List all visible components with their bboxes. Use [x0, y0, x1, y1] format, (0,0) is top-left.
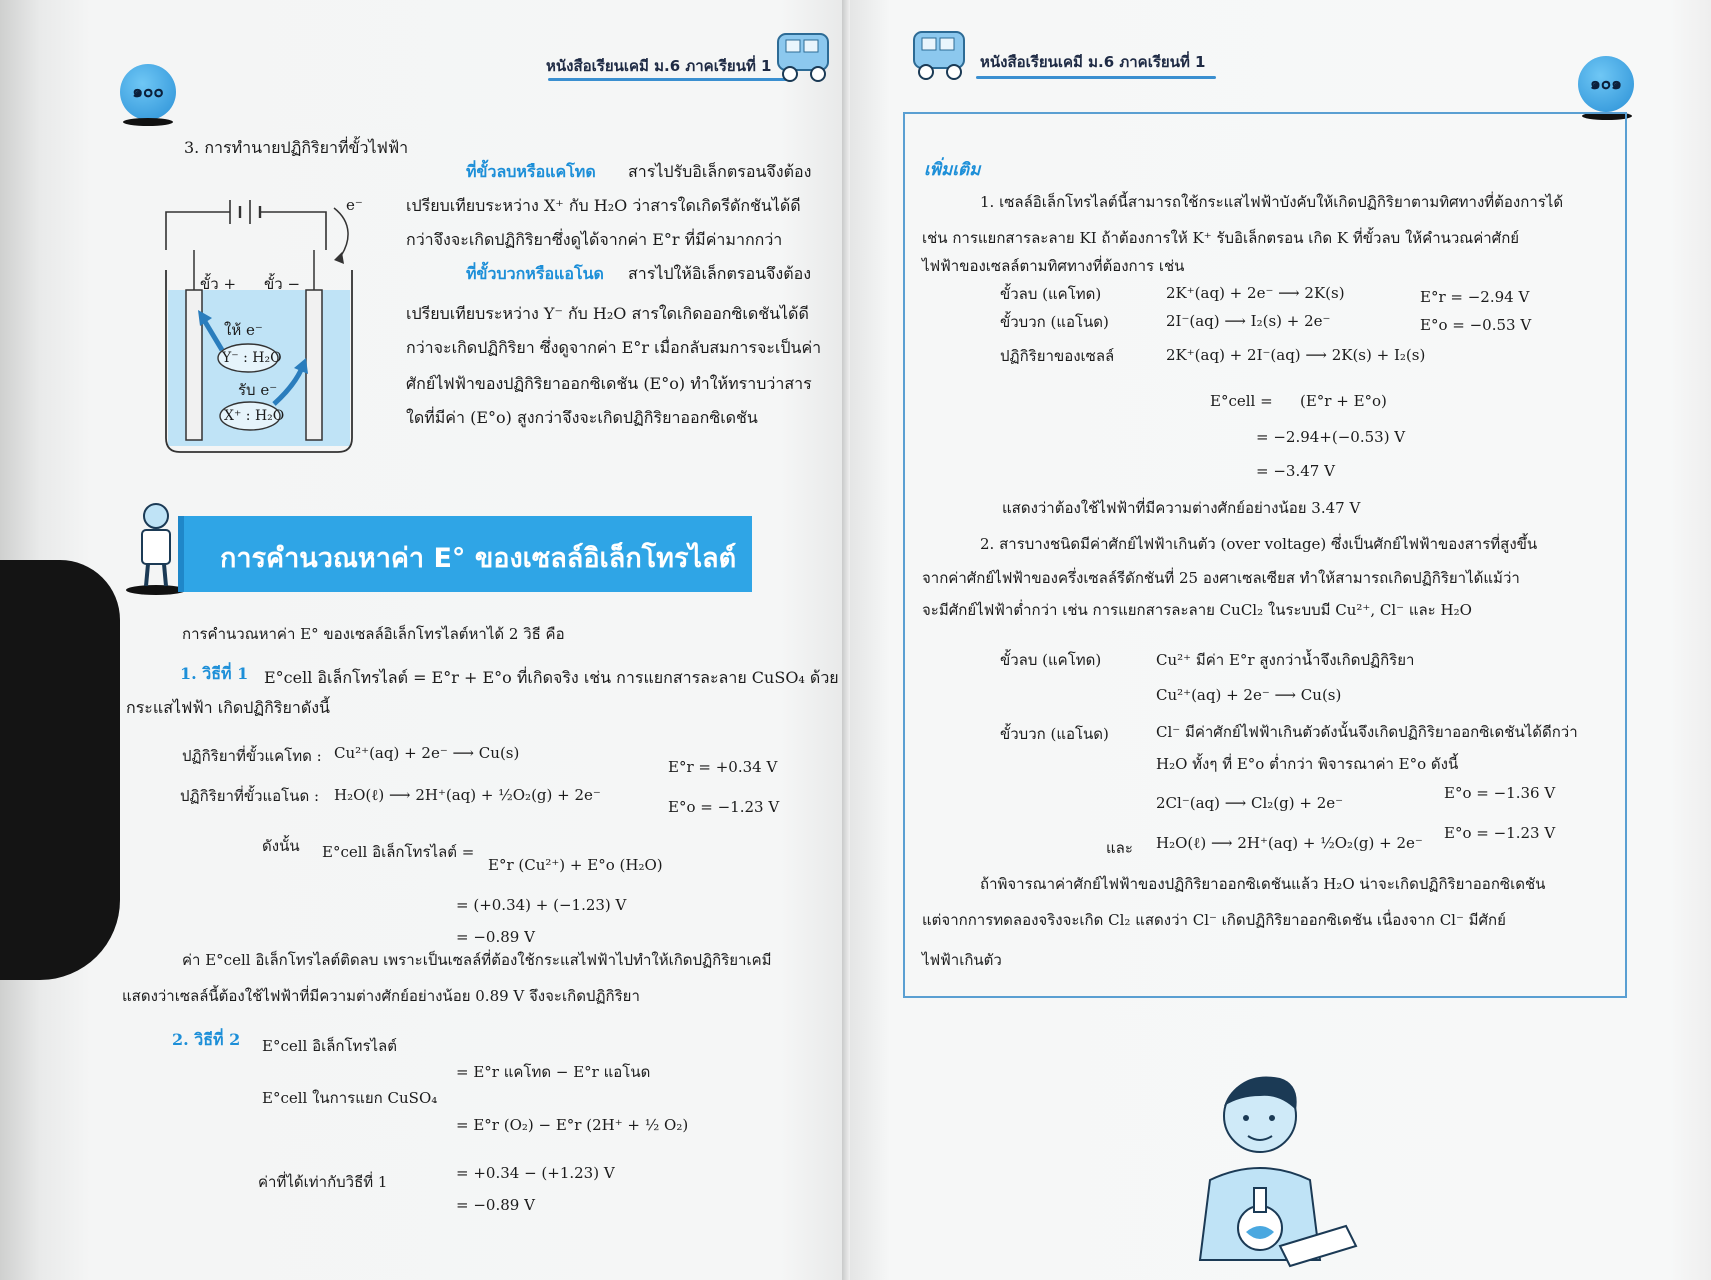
calc1-lhs: E°cell อิเล็กโทรไลต์ =	[322, 843, 475, 861]
ki-cell-rxn: 2K⁺(aq) + 2I⁻(aq) ⟶ 2K(s) + I₂(s)	[1166, 346, 1426, 364]
p2-line3: จะมีศักย์ไฟฟ้าต่ำกว่า เช่น การแยกสารละลาย CuCl₂ ในระบบมี Cu²⁺, Cl⁻ และ H₂O	[922, 601, 1472, 619]
anode-text-line4: ศักย์ไฟฟ้าของปฏิกิริยาออกซิเดชัน (E°o) ทำให้ทราบว่าสาร	[406, 374, 812, 393]
ki-anode-rxn: 2I⁻(aq) ⟶ I₂(s) + 2e⁻	[1166, 312, 1331, 330]
cl-rxn: 2Cl⁻(aq) ⟶ Cl₂(g) + 2e⁻	[1156, 794, 1344, 812]
anode-text-line5: ใดที่มีค่า (E°o) สูงกว่าจึงจะเกิดปฏิกิริยาออกซิเดชัน	[406, 408, 758, 427]
cuso4-lhs: E°cell ในการแยก CuSO₄	[262, 1089, 438, 1107]
calc1-r2: = (+0.34) + (−1.23) V	[456, 896, 627, 914]
negative-note-line1: ค่า E°cell อิเล็กโทรไลต์ติดลบ เพราะเป็นเซลล์ที่ต้องใช้กระแสไฟฟ้าไปทำให้เกิดปฏิกิริยาเคมี	[182, 951, 772, 969]
cathode-rxn: Cu²⁺(aq) + 2e⁻ ⟶ Cu(s)	[334, 744, 520, 762]
p1-line2: เช่น การแยกสารละลาย KI ถ้าต้องการให้ K⁺ รับอิเล็กตรอน เกิด K ที่ขั้วลบ ให้คำนวณค่าศักย์	[922, 229, 1520, 247]
anode-text-line3: กว่าจะเกิดปฏิกิริยา ซึ่งดูจากค่า E°r เมื่อกลับสมการจะเป็นค่า	[406, 338, 822, 357]
negative-note-line2: แสดงว่าเซลล์นี้ต้องใช้ไฟฟ้าที่มีความต่างศักย์อย่างน้อย 0.89 V จึงจะเกิดปฏิกิริยา	[122, 987, 640, 1005]
cu-cathode-text: Cu²⁺ มีค่า E°r สูงกว่าน้ำจึงเกิดปฏิกิริยา	[1156, 651, 1415, 669]
cathode-text-line3: กว่าจึงจะเกิดปฏิกิริยาซึ่งดูได้จากค่า E°r ที่มีค่ามากกว่า	[406, 230, 783, 249]
ki-cathode-label: ขั้วลบ (แคโทด)	[1000, 285, 1102, 303]
diagram-electron-label: e⁻	[346, 196, 363, 214]
left-header-rule	[548, 78, 788, 81]
p3-line3: ไฟฟ้าเกินตัว	[922, 951, 1002, 969]
ki-cathode-rxn: 2K⁺(aq) + 2e⁻ ⟶ 2K(s)	[1166, 284, 1345, 302]
method2-label: 2. วิธีที่ 2	[172, 1030, 241, 1049]
diagram-y-h2o: Y⁻ : H₂O	[222, 350, 282, 366]
ki-cell-label: ปฏิกิริยาของเซลล์	[1000, 347, 1115, 365]
cuso4-r1: = E°r (O₂) − E°r (2H⁺ + ½ O₂)	[456, 1116, 689, 1134]
banner-title: การคำนวณหาค่า E° ของเซลล์อิเล็กโทรไลต์	[220, 543, 737, 574]
cathode-potential: E°r = +0.34 V	[668, 758, 778, 776]
anode-text-line2: เปรียบเทียบระหว่าง Y⁻ กับ H₂O สารใดเกิดออกซิเดชันได้ดี	[406, 304, 809, 323]
bus-mascot-icon	[770, 24, 842, 88]
right-header: หนังสือเรียนเคมี ม.6 ภาคเรียนที่ 1	[980, 53, 1206, 71]
calc1-r3: = −0.89 V	[456, 928, 535, 946]
p3-line2: แต่จากการทดลองจริงจะเกิด Cl₂ แสดงว่า Cl⁻ เกิดปฏิกิริยาออกซิเดชัน เนื่องจาก Cl⁻ มีศักย์	[922, 911, 1506, 929]
cu-cathode-rxn: Cu²⁺(aq) + 2e⁻ ⟶ Cu(s)	[1156, 686, 1342, 704]
h2o-rxn: H₂O(ℓ) ⟶ 2H⁺(aq) + ½O₂(g) + 2e⁻	[1156, 834, 1423, 852]
diagram-x-h2o: X⁺ : H₂O	[224, 408, 285, 424]
same-as-method1-label: ค่าที่ได้เท่ากับวิธีที่ 1	[258, 1173, 388, 1191]
intro-text: การคำนวณหาค่า E° ของเซลล์อิเล็กโทรไลต์หาได้ 2 วิธี คือ	[182, 625, 565, 643]
ki-calc-r2: = −2.94+(−0.53) V	[1256, 428, 1406, 446]
left-page-number-shadow	[123, 118, 173, 126]
ki-conclusion: แสดงว่าต้องใช้ไฟฟ้าที่มีความต่างศักย์อย่างน้อย 3.47 V	[1002, 499, 1361, 517]
ki-calc-r3: = −3.47 V	[1256, 462, 1335, 480]
cu-anode-label: ขั้วบวก (แอโนด)	[1000, 725, 1109, 743]
section-banner	[178, 516, 752, 592]
cathode-heading: ที่ขั้วลบหรือแคโทด	[466, 162, 596, 181]
left-page	[0, 0, 850, 1280]
and-label: และ	[1106, 839, 1133, 857]
p2-line2: จากค่าศักย์ไฟฟ้าของครึ่งเซลล์รีดักชันที่ 25 องศาเซลเซียส ทำให้สามารถเกิดปฏิกิริยาได้แม้ว่า	[922, 569, 1520, 587]
method1-text-line2: กระแสไฟฟ้า เกิดปฏิกิริยาดังนี้	[126, 698, 330, 717]
method1-label: 1. วิธีที่ 1	[180, 664, 249, 683]
boy-with-flask-illustration	[1160, 1060, 1360, 1270]
cathode-text-line2: เปรียบเทียบระหว่าง X⁺ กับ H₂O ว่าสารใดเกิดรีดักชันได้ดี	[406, 196, 801, 215]
diagram-receive-label: รับ e⁻	[238, 381, 278, 399]
cu-anode-text2: H₂O ทั้งๆ ที่ E°o ต่ำกว่า พิจารณาค่า E°o ดังนี้	[1156, 755, 1459, 773]
ki-anode-potential: E°o = −0.53 V	[1420, 316, 1532, 334]
ki-cathode-potential: E°r = −2.94 V	[1420, 288, 1530, 306]
p1-line1: 1. เซลล์อิเล็กโทรไลต์นี้สามารถใช้กระแสไฟฟ้าบังคับให้เกิดปฏิกิริยาตามทิศทางที่ต้องการได้	[980, 193, 1564, 211]
method1-text: E°cell อิเล็กโทรไลต์ = E°r + E°o ที่เกิดจริง เช่น การแยกสารละลาย CuSO₄ ด้วย	[264, 668, 839, 687]
method2-r1: = E°r แคโทด − E°r แอโนด	[456, 1063, 651, 1081]
h2o-potential: E°o = −1.23 V	[1444, 824, 1556, 842]
diagram-right-pole: ขั้ว −	[264, 275, 301, 293]
method2-lhs: E°cell อิเล็กโทรไลต์	[262, 1037, 397, 1055]
cathode-rxn-label: ปฏิกิริยาที่ขั้วแคโทด :	[182, 747, 322, 765]
diagram-give-label: ให้ e⁻	[224, 321, 263, 339]
calc1-r1: E°r (Cu²⁺) + E°o (H₂O)	[488, 856, 663, 874]
anode-rxn: H₂O(ℓ) ⟶ 2H⁺(aq) + ½O₂(g) + 2e⁻	[334, 786, 601, 804]
bus-mascot-icon-right	[902, 22, 974, 86]
cu-cathode-label: ขั้วลบ (แคโทด)	[1000, 651, 1102, 669]
anode-rxn-label: ปฏิกิริยาที่ขั้วแอโนด :	[180, 787, 320, 805]
ki-anode-label: ขั้วบวก (แอโนด)	[1000, 313, 1109, 331]
right-page-number: ๑๐๑	[1578, 56, 1634, 112]
p3-line1: ถ้าพิจารณาค่าศักย์ไฟฟ้าของปฏิกิริยาออกซิเดชันแล้ว H₂O น่าจะเกิดปฏิกิริยาออกซิเดชัน	[980, 875, 1546, 893]
cuso4-r3: = −0.89 V	[456, 1196, 535, 1214]
ki-calc-lhs: E°cell =	[1210, 392, 1273, 410]
therefore-label: ดังนั้น	[262, 837, 300, 855]
cathode-text-line1: สารไปรับอิเล็กตรอนจึงต้อง	[628, 162, 812, 181]
left-page-number: ๑๐๐	[120, 64, 176, 120]
p2-line1: 2. สารบางชนิดมีค่าศักย์ไฟฟ้าเกินตัว (over voltage) ซึ่งเป็นศักย์ไฟฟ้าของสารที่สูงขึ้น	[980, 535, 1538, 553]
p1-line3: ไฟฟ้าของเซลล์ตามทิศทางที่ต้องการ เช่น	[922, 257, 1185, 275]
anode-potential: E°o = −1.23 V	[668, 798, 780, 816]
anode-text-line1: สารไปให้อิเล็กตรอนจึงต้อง	[628, 264, 812, 283]
cu-anode-text1: Cl⁻ มีค่าศักย์ไฟฟ้าเกินตัวดังนั้นจึงเกิดปฏิกิริยาออกซิเดชันได้ดีกว่า	[1156, 723, 1578, 741]
supplement-title: เพิ่มเติม	[924, 160, 981, 180]
ki-calc-r1: (E°r + E°o)	[1300, 392, 1387, 410]
left-header: หนังสือเรียนเคมี ม.6 ภาคเรียนที่ 1	[546, 57, 772, 75]
right-header-rule	[976, 76, 1216, 79]
section3-title: 3. การทำนายปฏิกิริยาที่ขั้วไฟฟ้า	[184, 138, 409, 157]
cl-potential: E°o = −1.36 V	[1444, 784, 1556, 802]
cuso4-r2: = +0.34 − (+1.23) V	[456, 1164, 615, 1182]
finger-shadow	[0, 560, 120, 980]
diagram-left-pole: ขั้ว +	[200, 275, 237, 293]
anode-heading: ที่ขั้วบวกหรือแอโนด	[466, 264, 604, 283]
